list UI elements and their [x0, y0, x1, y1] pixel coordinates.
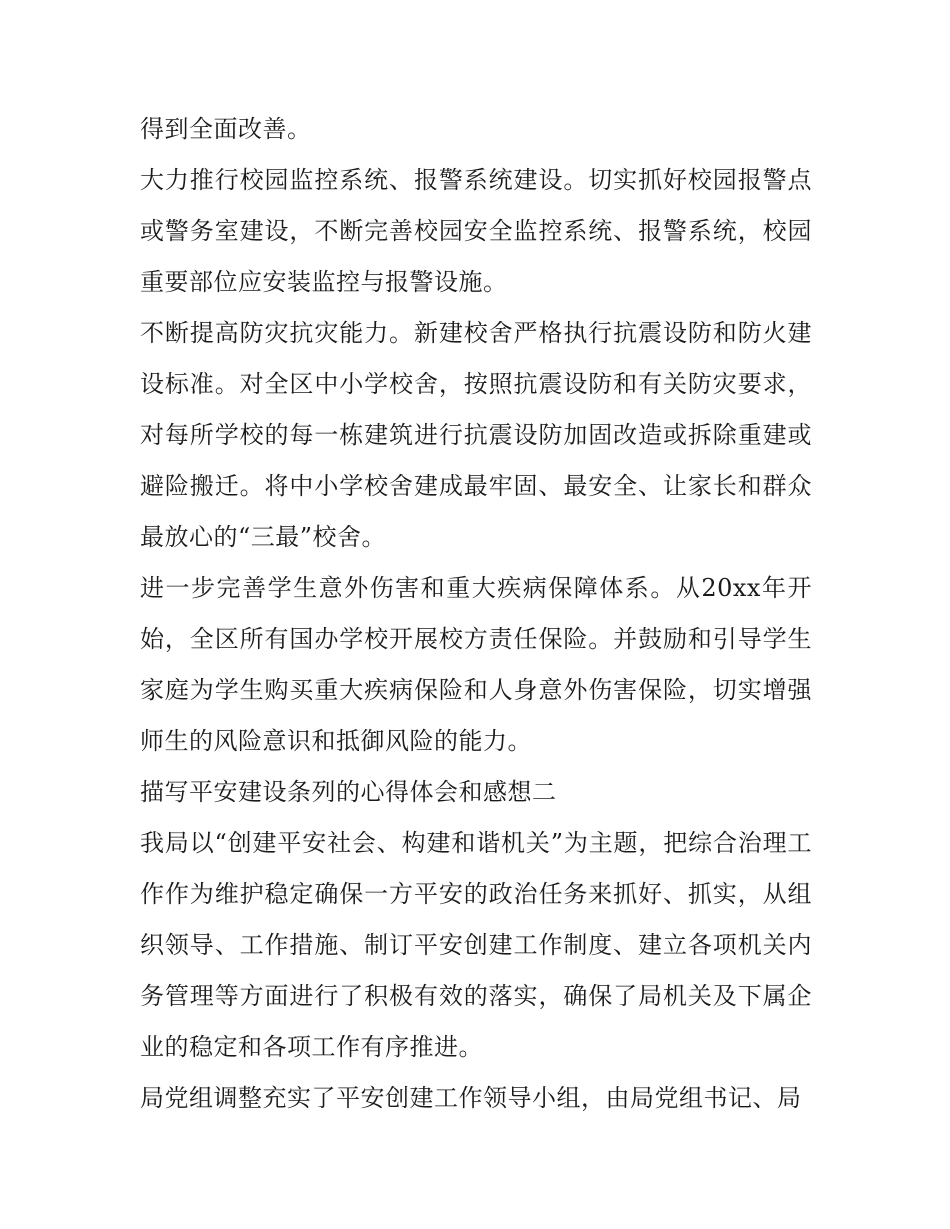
paragraph-2: 大力推行校园监控系统、报警系统建设。切实抓好校园报警点或警务室建设，不断完善校园安全监控系统、报警系统，校园重要部位应安装监控与报警设施。 [140, 166, 812, 296]
paragraph-4: 进一步完善学生意外伤害和重大疾病保障体系。从20xx年开始，全区所有国办学校开展校方责任保险。并鼓励和引导学生家庭为学生购买重大疾病保险和人身意外伤害保险，切实增强师生的风险意识和抵御风险的能力。 [140, 574, 812, 755]
section-heading: 描写平安建设条列的心得体会和感想二 [140, 778, 557, 806]
document-body [140, 104, 812, 1124]
paragraph-6: 局党组调整充实了平安创建工作领导小组，由局党组书记、局 [140, 1084, 802, 1112]
paragraph-1: 得到全面改善。 [140, 115, 312, 143]
paragraph-3: 不断提高防灾抗灾能力。新建校舍严格执行抗震设防和防火建设标准。对全区中小学校舍，按照抗震设防和有关防灾要求，对每所学校的每一栋建筑进行抗震设防加固改造或拆除重建或避险搬迁。将中小学校舍建成最牢固、最安全、让家长和群众最放心的“三最”校舍。 [140, 319, 812, 551]
paragraph-5: 我局以“创建平安社会、构建和谐机关”为主题，把综合治理工作作为维护稳定确保一方平安的政治任务来抓好、抓实，从组织领导、工作措施、制订平安创建工作制度、建立各项机关内务管理等方面进行了积极有效的落实，确保了局机关及下属企业的稳定和各项工作有序推进。 [140, 829, 812, 1061]
